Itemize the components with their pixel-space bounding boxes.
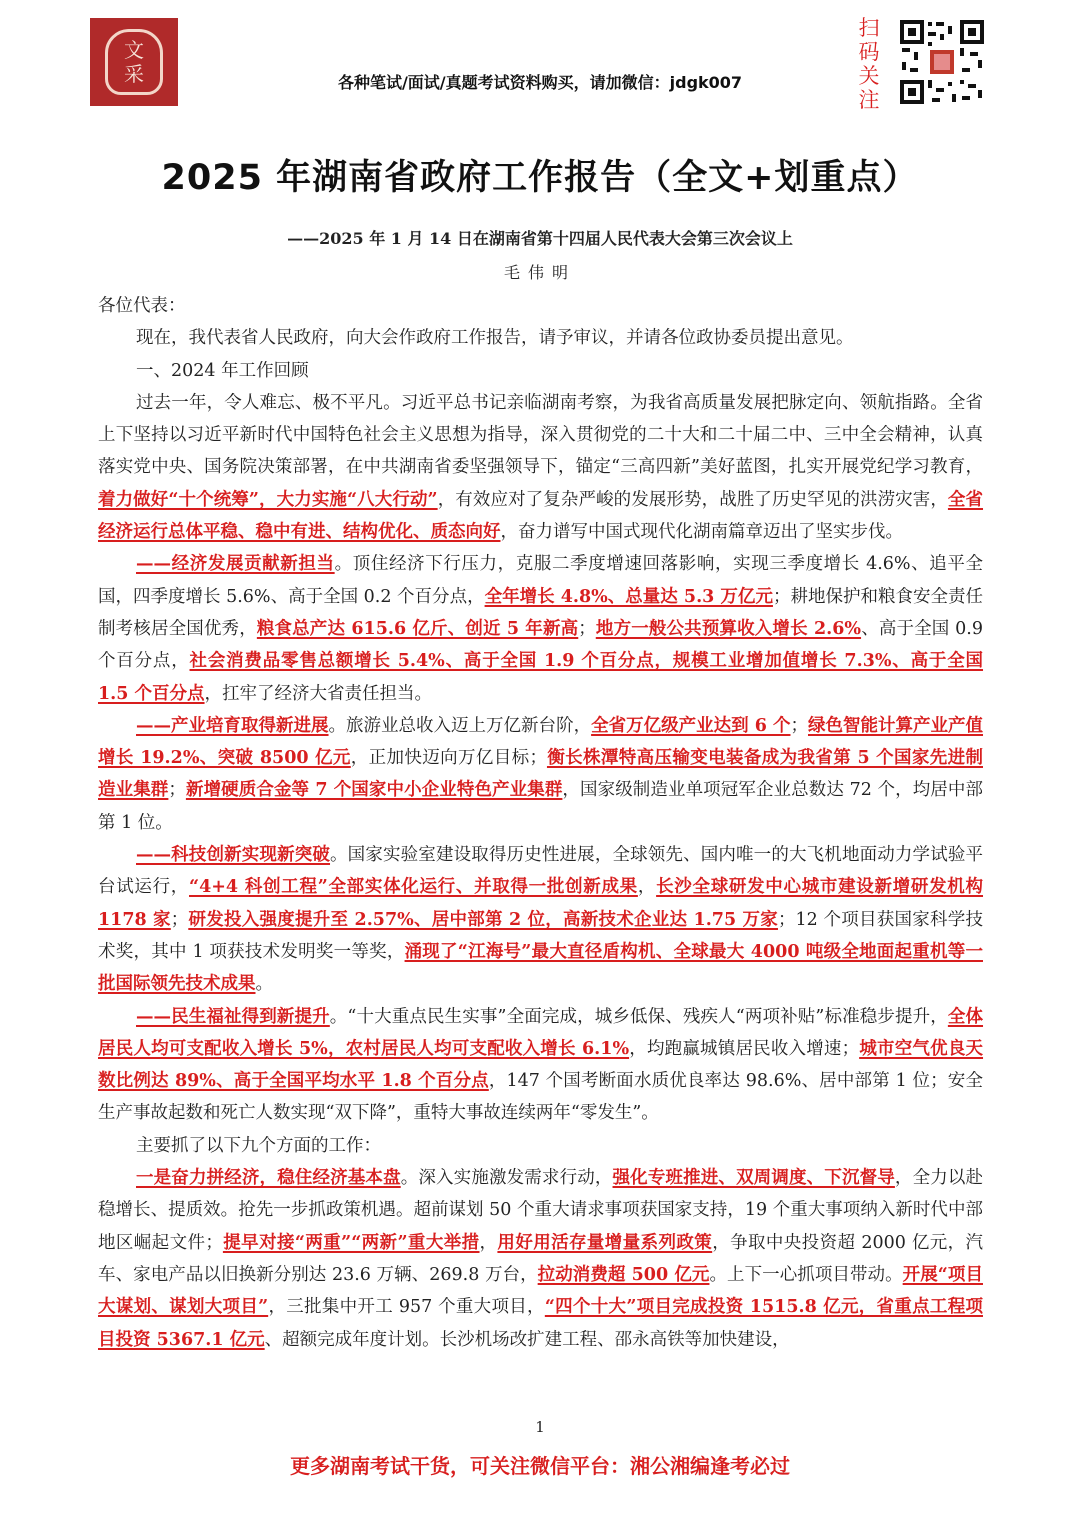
paragraph-text: 、高于全国 0.9 个百分点，	[98, 618, 983, 672]
paragraph-text: 一、2024 年工作回顾	[136, 360, 309, 381]
paragraph	[98, 1162, 983, 1356]
paragraph-text: ，全力以赴稳增长、提质效。抢先一步抓政策机遇。超前谋划 50 个重大请求事项获国家支持，19 个重大事项纳入新时代中部地区崛起文件；	[98, 1168, 984, 1253]
paragraph-text: ，奋力谱写中国式现代化湖南篇章迈出了坚实步伐。	[500, 522, 903, 543]
highlighted-text: 用好用活存量增量系列政策	[497, 1232, 713, 1253]
report-body	[98, 290, 983, 1356]
paragraph-text: ，	[637, 877, 657, 898]
highlighted-text: 强化专班推进、双周调度、下沉督导	[612, 1168, 895, 1189]
paragraph-text: ，147 个国考断面水质优良率达 98.6%、居中部第 1 位；安全生产事故起数和死亡人数实现“双下降”，重特大事故连续两年“零发生”。	[98, 1071, 983, 1124]
highlighted-text: 涌现了“江海号”最大直径盾构机、全球最大 4000 吨级全地面起重机等一批国际领先技术成果	[98, 941, 983, 995]
highlighted-text: 新增硬质合金等 7 个国家中小企业特色产业集群	[185, 780, 563, 801]
highlighted-text: ——产业培育取得新进展	[136, 715, 329, 736]
paragraph	[98, 710, 983, 839]
paragraph-text: 。上下一心抓项目带动。	[709, 1264, 903, 1285]
highlighted-text: ——民生福祉得到新提升	[136, 1006, 330, 1027]
logo-text: 文 采	[124, 38, 144, 86]
paragraph-text: ，	[479, 1232, 498, 1253]
paragraph-text: 。旅游业总收入迈上万亿新台阶，	[328, 715, 592, 736]
paragraph-text: ；	[170, 909, 189, 930]
highlighted-text: 绿色智能计算产业产值增长 19.2%、突破 8500 亿元	[98, 715, 984, 769]
page-number: 1	[535, 1418, 545, 1436]
page-title: 2025 年湖南省政府工作报告（全文+划重点）	[161, 158, 919, 198]
highlighted-text: 城市空气优良天数比例达 89%、高于全国平均水平 1.8 个百分点	[98, 1038, 984, 1092]
paragraph-text: 。顶住经济下行压力，克服二季度增速回落影响，实现三季度增长 4.6%、追平全国，四季度增长 5.6%、高于全国 0.2 个百分点，	[98, 554, 983, 607]
paragraph-text: 现在，我代表省人民政府，向大会作政府工作报告，请予审议，并请各位政协委员提出意见。	[136, 328, 854, 349]
highlighted-text: 全年增长 4.8%、总量达 5.3 万亿元	[484, 586, 773, 607]
paragraph-text: 各位代表：	[98, 296, 186, 316]
paragraph	[98, 355, 983, 387]
paragraph-text: ，争取中央投资超 2000 亿元，汽车、家电产品以旧换新分别达 23.6 万辆、269.8 万台，	[98, 1232, 984, 1285]
highlighted-text: 研发投入强度提升至 2.57%、居中部第 2 位，高新技术企业达 1.75 万家	[188, 909, 778, 930]
highlighted-text: 长沙全球研发中心城市建设新增研发机构 1178 家	[98, 877, 984, 930]
highlighted-text: 着力做好“十个统筹”，大力实施“八大行动”	[98, 489, 438, 510]
paragraph-text: 主要抓了以下九个方面的工作：	[136, 1135, 381, 1156]
footer-notice: 更多湖南考试干货，可关注微信平台：湘公湘编逢考必过	[290, 1454, 790, 1478]
paragraph-text: ；耕地保护和粮食安全责任制考核居全国优秀，	[98, 586, 984, 639]
highlighted-text: 衡长株潭特高压输变电装备成为我省第 5 个国家先进制造业集群	[98, 748, 983, 801]
author: 毛伟明	[503, 263, 576, 282]
paragraph	[98, 322, 983, 354]
paragraph	[98, 1130, 983, 1162]
paragraph-text: 。“十大重点民生实事”全面完成，城乡低保、残疾人“两项补贴”标准稳步提升，	[329, 1006, 948, 1027]
header-notice: 各种笔试/面试/真题考试资料购买，请加微信：jdgk007	[337, 73, 743, 92]
paragraph-text: 。国家实验室建设取得历史性进展，全球领先、国内唯一的大飞机地面动力学试验平台试运行，	[98, 845, 984, 898]
paragraph-text: ；12 个项目获国家科学技术奖，其中 1 项获技术发明奖一等奖，	[98, 909, 983, 962]
highlighted-text: 粮食总产达 615.6 亿斤、创近 5 年新高	[256, 618, 579, 639]
paragraph-text: ，正加快迈向万亿目标；	[350, 748, 547, 769]
paragraph-text: 过去一年，令人难忘、极不平凡。习近平总书记亲临湖南考察，为我省高质量发展把脉定向、领航指路。全省上下坚持以习近平新时代中国特色社会主义思想为指导，深入贯彻党的二十大和二十届二中、三中全会精神，认真落实党中央、国务院决策部署，在中共湖南省委坚强领导下，锚定“三高四新”美好蓝图，扎实开展党纪学习教育，	[98, 392, 983, 478]
paragraph	[98, 1001, 983, 1130]
highlighted-text: 全省经济运行总体平稳、稳中有进、结构优化、质态向好	[98, 489, 984, 543]
paragraph-text: ，有效应对了复杂严峻的发展形势，战胜了历史罕见的洪涝灾害，	[437, 489, 948, 510]
paragraph	[98, 548, 983, 709]
highlighted-text: 开展“项目大谋划、谋划大项目”	[98, 1264, 983, 1318]
highlighted-text: 一是奋力拼经济，稳住经济基本盘	[136, 1168, 401, 1189]
highlighted-text: 提早对接“两重”“两新”重大举措	[222, 1232, 480, 1253]
highlighted-text: “4+4 科创工程”全部实体化运行、并取得一批创新成果	[189, 877, 638, 898]
paragraph-text: 。深入实施激发需求行动，	[400, 1168, 613, 1189]
scan-label: 扫 码 关 注	[858, 16, 880, 112]
highlighted-text: 拉动消费超 500 亿元	[537, 1264, 710, 1285]
highlighted-text: 地方一般公共预算收入增长 2.6%	[595, 618, 862, 639]
paragraph-text: ；	[168, 780, 186, 801]
paragraph-text: ，三批集中开工 957 个重大项目，	[268, 1297, 545, 1318]
highlighted-text: “四个十大”项目完成投资 1515.8 亿元，省重点工程项目投资 5367.1 亿元	[98, 1297, 983, 1350]
highlighted-text: 社会消费品零售总额增长 5.4%、高于全国 1.9 个百分点，规模工业增加值增长 7.3%、高于全国 1.5 个百分点	[98, 651, 984, 704]
qr-code-icon[interactable]	[898, 18, 986, 106]
paragraph-text: 、超额完成年度计划。长沙机场改扩建工程、邵永高铁等加快建设，	[264, 1329, 790, 1350]
highlighted-text: 全体居民人均可支配收入增长 5%，农村居民人均可支配收入增长 6.1%	[98, 1006, 984, 1059]
paragraph-text: ，均跑赢城镇居民收入增速；	[629, 1038, 860, 1059]
subtitle: ——2025 年 1 月 14 日在湖南省第十四届人民代表大会第三次会议上	[287, 229, 793, 248]
paragraph	[98, 839, 983, 1000]
highlighted-text: ——经济发展贡献新担当	[136, 554, 335, 575]
paragraph-text: ；	[790, 715, 808, 736]
highlighted-text: 全省万亿级产业达到 6 个	[591, 715, 791, 736]
paragraph-text: ；	[578, 618, 596, 639]
paragraph-text: 。	[255, 974, 273, 995]
paragraph	[98, 387, 983, 548]
paragraph-text: ，扛牢了经济大省责任担当。	[204, 683, 433, 704]
highlighted-text: ——科技创新实现新突破	[136, 845, 331, 866]
paragraph-text: ，国家级制造业单项冠军企业总数达 72 个，均居中部第 1 位。	[98, 780, 983, 833]
paragraph	[98, 290, 983, 322]
